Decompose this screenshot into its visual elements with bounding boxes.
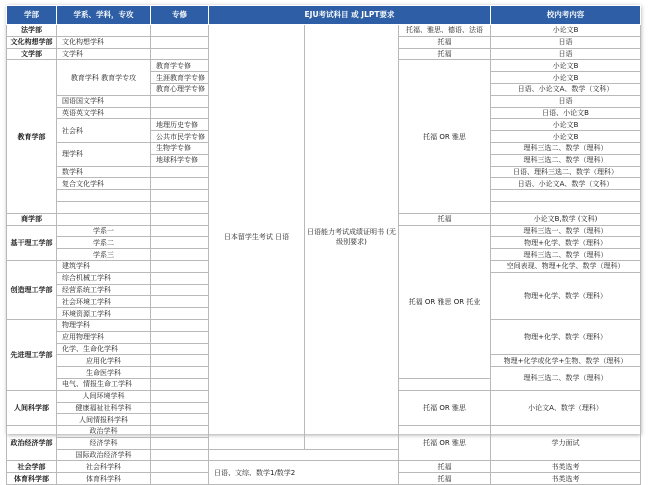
dept-arch: 建筑学科 <box>57 260 151 272</box>
exam-fse3: 理科三选二、数学（理科） <box>491 249 641 261</box>
faculty-law: 法学部 <box>7 25 57 37</box>
exam-law: 小论文B <box>491 25 641 37</box>
faculty-fse: 基干理工学部 <box>7 225 57 260</box>
lang-social: 托福 <box>399 461 491 473</box>
dept-edu-sci: 教育学科 教育学专攻 <box>57 60 151 95</box>
major-cell <box>151 367 209 379</box>
exam-cell <box>491 190 641 202</box>
major-geo: 地理历史专修 <box>151 119 209 131</box>
major-cell <box>151 201 209 213</box>
dept-elec: 电气、情报生命工学科 <box>57 378 151 390</box>
major-civic: 公共市民学专修 <box>151 131 209 143</box>
major-cell <box>151 190 209 202</box>
faculty-letters: 文学部 <box>7 48 57 60</box>
dept-fse2: 学系二 <box>57 237 151 249</box>
table-header-row <box>7 6 641 25</box>
dept-cell <box>57 190 151 202</box>
eju-jp: 日本留学生考试 日语 <box>209 25 305 449</box>
faculty-human: 人间科学部 <box>7 390 57 425</box>
exam-edu-11: 日语、小论文A、数学（文科） <box>491 178 641 190</box>
faculty-education: 教育学部 <box>7 60 57 213</box>
major-cell <box>151 95 209 107</box>
major-cell <box>151 414 209 426</box>
faculty-pse: 政治经济学部 <box>7 426 57 461</box>
dept-life: 生命医学科 <box>57 367 151 379</box>
lang-science: 托福 OR 雅思 OR 托业 <box>399 225 491 378</box>
eju-jlpt: 日语能力考试成绩证明书 (无级别要求) <box>307 227 396 246</box>
faculty-cse: 创造理工学部 <box>7 260 57 319</box>
faculty-social: 社会学部 <box>7 461 57 473</box>
major-cell <box>151 25 209 37</box>
lang-commerce: 托福 <box>399 213 491 225</box>
exam-edu-3: 日语、小论文A、数学（文科） <box>491 83 641 95</box>
dept-politics: 政治学科 <box>57 426 151 438</box>
major-cell <box>151 48 209 60</box>
exam-fse1: 理科三选一、数学（理科） <box>491 225 641 237</box>
lang-law: 托福、雅思、德语、法语 <box>399 25 491 37</box>
major-cell <box>151 331 209 343</box>
exam-ase-1: 物理+化学、数学（理科） <box>491 319 641 354</box>
dept-cell <box>57 25 151 37</box>
major-cell <box>151 166 209 178</box>
exam-edu-1: 小论文B <box>491 60 641 72</box>
major-cell <box>151 225 209 237</box>
exam-letters: 日语 <box>491 48 641 60</box>
dept-sport: 体育科学科 <box>57 473 151 485</box>
major-cell <box>151 355 209 367</box>
major-cell <box>151 390 209 402</box>
major-cell <box>151 178 209 190</box>
lang-sport: 托福 <box>399 473 491 485</box>
major-cell <box>151 213 209 225</box>
admission-table-frame <box>6 5 640 483</box>
major-cell <box>151 426 209 438</box>
dept-welfare: 健康福祉社科学科 <box>57 402 151 414</box>
dept-chem: 化学、生命化学科 <box>57 343 151 355</box>
exam-cell <box>491 201 641 213</box>
major-psych: 教育心理学专修 <box>151 83 209 95</box>
dept-econ: 经济学科 <box>57 437 151 449</box>
lang-pse: 托福 OR 雅思 <box>399 426 491 461</box>
exam-ase-3: 理科三选二、数学（理科） <box>491 367 641 391</box>
major-cell <box>151 260 209 272</box>
dept-cell <box>57 201 151 213</box>
header-major: 专修 <box>151 6 209 25</box>
exam-culture: 日语 <box>491 36 641 48</box>
exam-edu-8: 理科三选二、数学（理科） <box>491 142 641 154</box>
dept-applied-physics: 应用物理学科 <box>57 331 151 343</box>
major-cell <box>151 473 209 485</box>
major-cell <box>151 272 209 284</box>
eju-bottom: 日语、文综、数学1/数学2 <box>209 461 399 485</box>
exam-fse2: 物理+化学、数学（理科） <box>491 237 641 249</box>
dept-env: 环境资源工学科 <box>57 308 151 320</box>
dept-mgmt: 经营系统工学科 <box>57 284 151 296</box>
dept-japanese: 国语国文学科 <box>57 95 151 107</box>
major-cell <box>151 319 209 331</box>
major-cell <box>151 36 209 48</box>
header-dept: 学系、学科，专攻 <box>57 6 151 25</box>
dept-math: 数学科 <box>57 166 151 178</box>
dept-culture: 文化构想学科 <box>57 36 151 48</box>
faculty-sport: 体育科学部 <box>7 473 57 485</box>
dept-science: 理学科 <box>57 142 151 166</box>
dept-letters: 文学科 <box>57 48 151 60</box>
dept-fse1: 学系一 <box>57 225 151 237</box>
major-cell <box>151 308 209 320</box>
faculty-culture: 文化构想学部 <box>7 36 57 48</box>
major-cell <box>151 296 209 308</box>
major-cell <box>151 343 209 355</box>
exam-edu-4: 日语 <box>491 95 641 107</box>
dept-intl: 国际政治经济学科 <box>57 449 151 461</box>
dept-cell <box>57 213 151 225</box>
dept-composite: 复合文化学科 <box>57 178 151 190</box>
faculty-commerce: 商学部 <box>7 213 57 225</box>
header-eju: EJU考试科目 或 JLPT要求 <box>209 6 491 25</box>
exam-edu-6: 小论文B <box>491 119 641 131</box>
dept-mech: 综合机械工学科 <box>57 272 151 284</box>
table-row <box>7 461 641 473</box>
dept-human-env: 人间环境学科 <box>57 390 151 402</box>
dept-info: 人间情报科学科 <box>57 414 151 426</box>
exam-edu-7: 小论文B <box>491 131 641 143</box>
eju-main <box>209 25 399 450</box>
exam-commerce: 小论文B,数学 (文科) <box>491 213 641 225</box>
major-cell <box>151 437 209 449</box>
dept-social: 社会科学科 <box>57 461 151 473</box>
dept-physics: 物理学科 <box>57 319 151 331</box>
exam-social: 书类选考 <box>491 461 641 473</box>
exam-edu-9: 理科三选二、数学（理科） <box>491 154 641 166</box>
exam-pse: 学力面试 <box>491 426 641 461</box>
table-row <box>7 25 641 37</box>
major-bio: 生物学专修 <box>151 142 209 154</box>
dept-social-studies: 社会科 <box>57 119 151 143</box>
exam-arch: 空间表现、物理+化学、数学（理科） <box>491 260 641 272</box>
major-cell <box>151 249 209 261</box>
exam-ase-2: 物理+化学或化学+生物、数学（理科） <box>491 355 641 367</box>
major-cell <box>151 461 209 473</box>
dept-applied-chem: 应用化学科 <box>57 355 151 367</box>
dept-civil: 社会环境工学科 <box>57 296 151 308</box>
faculty-ase: 先进理工学部 <box>7 319 57 390</box>
exam-sport: 书类选考 <box>491 473 641 485</box>
major-lifelong: 生涯教育学专修 <box>151 72 209 84</box>
lang-letters: 托福 <box>399 48 491 60</box>
admission-table <box>6 5 641 485</box>
header-faculty: 学部 <box>7 6 57 25</box>
dept-fse3: 学系三 <box>57 249 151 261</box>
major-edu: 教育学专修 <box>151 60 209 72</box>
exam-edu-2: 小论文B <box>491 72 641 84</box>
exam-cse: 物理+化学、数学（理科） <box>491 272 641 319</box>
major-cell <box>151 378 209 390</box>
exam-edu-10: 日语、理科三选二、数学（理科） <box>491 166 641 178</box>
major-cell <box>151 402 209 414</box>
major-cell <box>151 284 209 296</box>
dept-english: 英语英文学科 <box>57 107 151 119</box>
lang-education: 托福 OR 雅思 <box>399 60 491 213</box>
lang-culture: 托福 <box>399 36 491 48</box>
header-exam: 校内考内容 <box>491 6 641 25</box>
major-cell <box>151 107 209 119</box>
major-cell <box>151 237 209 249</box>
major-cell <box>151 449 209 461</box>
exam-edu-5: 日语、小论文B <box>491 107 641 119</box>
exam-human: 小论文A、数学（理科） <box>491 390 641 425</box>
major-earth: 地球科学专修 <box>151 154 209 166</box>
lang-human: 托福 OR 雅思 <box>399 390 491 425</box>
